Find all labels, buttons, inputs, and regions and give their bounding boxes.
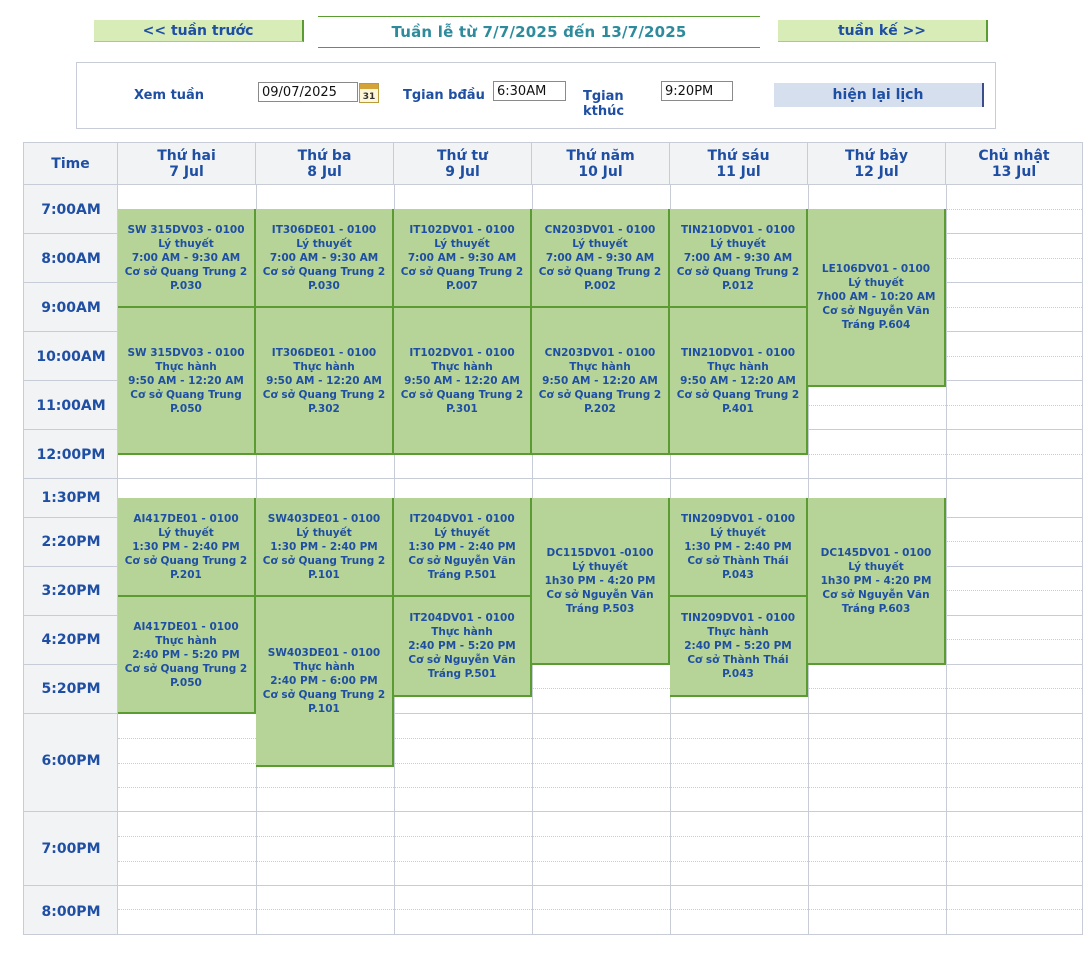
next-week-button[interactable]: tuần kế >>	[778, 20, 988, 42]
day-header-sat	[808, 143, 946, 185]
event-campus: Cơ sở Nguyễn Văn	[822, 588, 930, 601]
half-hour-line	[118, 909, 1082, 910]
time-label: 4:20PM	[41, 632, 101, 648]
event-room: P.050	[170, 402, 202, 415]
event-campus: Cơ sở Quang Trung 2	[262, 388, 386, 401]
event-room: P.043	[722, 568, 754, 581]
event-time: 1h30 PM - 4:20 PM	[820, 574, 932, 587]
event-campus: Cơ sở Quang Trung 2	[262, 265, 386, 278]
event-type: Lý thuyết	[434, 526, 490, 539]
event-mon-lecture-morning[interactable]	[118, 209, 256, 308]
event-type: Lý thuyết	[572, 560, 628, 573]
event-type: Lý thuyết	[434, 237, 490, 250]
half-hour-line	[118, 861, 1082, 862]
event-code: SW 315DV03 - 0100	[127, 346, 245, 359]
day-header-wed	[394, 143, 532, 185]
event-type: Lý thuyết	[848, 560, 904, 573]
event-time: 9:50 AM - 12:20 AM	[266, 374, 382, 387]
event-campus: Cơ sở Nguyễn Văn	[822, 305, 930, 317]
day-name: Thứ sáu	[707, 147, 770, 164]
time-label: 8:00PM	[41, 904, 101, 920]
event-campus: Cơ sở Nguyễn Văn	[546, 588, 654, 601]
prev-week-button[interactable]: << tuần trước	[94, 20, 304, 42]
time-label: 1:30PM	[41, 490, 101, 506]
event-type: Thực hành	[707, 626, 769, 638]
event-type: Thực hành	[155, 634, 217, 647]
day-name: Thứ năm	[566, 147, 635, 164]
event-code: DC115DV01 -0100	[546, 546, 654, 559]
time-label: 6:00PM	[41, 753, 101, 769]
day-header-tue	[256, 143, 394, 185]
event-code: TIN209DV01 - 0100	[680, 612, 796, 624]
start-time-input[interactable]	[493, 81, 566, 101]
time-label: 10:00AM	[36, 349, 106, 365]
event-type: Thực hành	[431, 360, 493, 373]
event-fri-practice-morning[interactable]	[670, 308, 808, 455]
schedule-grid	[23, 142, 1083, 935]
event-campus: Cơ sở Quang Trung 2	[124, 554, 248, 567]
event-time: 1h30 PM - 4:20 PM	[544, 574, 656, 587]
event-mon-practice-morning[interactable]	[118, 308, 256, 455]
event-type: Lý thuyết	[296, 526, 352, 539]
event-type: Lý thuyết	[572, 237, 628, 250]
column-divider	[946, 185, 947, 934]
end-time-label-line-2: kthúc	[583, 104, 625, 119]
event-campus: Cơ sở Quang Trung 2	[400, 388, 524, 401]
event-time: 7:00 AM - 9:30 AM	[269, 251, 379, 264]
event-room: P.007	[446, 279, 478, 292]
refresh-schedule-button[interactable]: hiện lại lịch	[774, 83, 984, 107]
event-time: 2:40 PM - 5:20 PM	[684, 640, 792, 652]
event-campus: Cơ sở Quang Trung 2	[262, 554, 386, 567]
event-time: 7:00 AM - 9:30 AM	[683, 251, 793, 264]
event-code: IT102DV01 - 0100	[409, 223, 515, 236]
day-date: 8 Jul	[307, 163, 342, 180]
row-divider	[24, 885, 1082, 886]
event-time: 1:30 PM - 2:40 PM	[132, 540, 240, 553]
event-code: SW 315DV03 - 0100	[127, 223, 245, 236]
event-code: LE106DV01 - 0100	[821, 263, 931, 275]
event-thu-lecture-morning[interactable]	[532, 209, 670, 308]
event-code: AI417DE01 - 0100	[133, 620, 239, 633]
half-hour-line	[118, 787, 1082, 788]
event-type: Lý thuyết	[710, 237, 766, 250]
event-code: AI417DE01 - 0100	[133, 512, 239, 525]
time-header: Time	[24, 143, 118, 185]
day-header-thu	[532, 143, 670, 185]
event-room: Tráng P.603	[841, 602, 911, 615]
day-date: 11 Jul	[716, 163, 761, 180]
view-week-input[interactable]	[258, 82, 358, 102]
day-date: 12 Jul	[854, 163, 899, 180]
event-time: 9:50 AM - 12:20 AM	[128, 374, 244, 387]
row-divider	[24, 811, 1082, 812]
day-name: Thứ bảy	[845, 147, 908, 164]
day-date: 13 Jul	[991, 163, 1037, 180]
event-fri-practice-afternoon[interactable]	[670, 597, 808, 697]
event-type: Lý thuyết	[848, 277, 904, 289]
time-label: 5:20PM	[41, 681, 101, 697]
event-type: Thực hành	[293, 360, 355, 373]
event-campus: Cơ sở Quang Trung 2	[262, 689, 386, 701]
day-name: Chủ nhật	[978, 147, 1050, 164]
event-room: Tráng P.604	[841, 319, 911, 331]
event-time: 2:40 PM - 6:00 PM	[270, 675, 378, 687]
half-hour-line	[118, 836, 1082, 837]
event-code: DC145DV01 - 0100	[820, 546, 932, 559]
event-room: P.050	[170, 676, 202, 689]
event-campus: Cơ sở Thành Thái	[687, 654, 789, 666]
event-campus: Cơ sở Quang Trung 2	[676, 265, 800, 278]
time-label: 12:00PM	[36, 447, 106, 463]
event-wed-lecture-afternoon[interactable]	[394, 498, 532, 597]
event-sat-lecture-afternoon[interactable]	[808, 498, 946, 665]
event-tue-lecture-morning[interactable]	[256, 209, 394, 308]
event-mon-lecture-afternoon[interactable]	[118, 498, 256, 597]
event-code: CN203DV01 - 0100	[544, 223, 656, 236]
event-type: Lý thuyết	[158, 526, 214, 539]
event-campus: Cơ sở Quang Trung 2	[538, 388, 662, 401]
event-mon-practice-afternoon[interactable]	[118, 597, 256, 714]
event-sat-lecture-morning[interactable]	[808, 209, 946, 387]
time-label: 7:00AM	[41, 202, 101, 218]
event-tue-practice-afternoon[interactable]	[256, 597, 394, 767]
event-room: P.201	[170, 568, 202, 581]
event-room: P.002	[584, 279, 616, 292]
event-type: Lý thuyết	[158, 237, 214, 250]
event-room: P.030	[308, 279, 340, 292]
event-room: Tráng P.501	[427, 668, 497, 680]
event-time: 7:00 AM - 9:30 AM	[545, 251, 655, 264]
event-type: Thực hành	[431, 626, 493, 638]
day-name: Thứ hai	[157, 147, 216, 164]
event-time: 9:50 AM - 12:20 AM	[542, 374, 658, 387]
event-wed-practice-afternoon[interactable]	[394, 597, 532, 697]
day-header-sun	[946, 143, 1082, 185]
event-time: 7h00 AM - 10:20 AM	[816, 291, 936, 303]
event-wed-lecture-morning[interactable]	[394, 209, 532, 308]
event-room: P.101	[308, 703, 340, 715]
day-header-mon	[118, 143, 256, 185]
event-fri-lecture-morning[interactable]	[670, 209, 808, 308]
event-room: P.202	[584, 402, 616, 415]
event-campus: Cơ sở Quang Trung 2	[538, 265, 662, 278]
event-thu-practice-morning[interactable]	[532, 308, 670, 455]
event-time: 7:00 AM - 9:30 AM	[131, 251, 241, 264]
day-date: 9 Jul	[445, 163, 480, 180]
event-type: Thực hành	[569, 360, 631, 373]
event-campus: Cơ sở Thành Thái	[687, 554, 789, 567]
event-room: P.101	[308, 568, 340, 581]
event-room: P.401	[722, 402, 754, 415]
event-time: 1:30 PM - 2:40 PM	[684, 540, 792, 553]
event-campus: Cơ sở Quang Trung	[130, 388, 242, 401]
day-date: 10 Jul	[578, 163, 623, 180]
day-name: Thứ ba	[297, 147, 352, 164]
event-code: SW403DE01 - 0100	[267, 647, 381, 659]
event-room: P.012	[722, 279, 754, 292]
end-time-input[interactable]	[661, 81, 733, 101]
event-time: 9:50 AM - 12:20 AM	[680, 374, 796, 387]
event-fri-lecture-afternoon[interactable]	[670, 498, 808, 597]
event-campus: Cơ sở Quang Trung 2	[400, 265, 524, 278]
event-code: TIN210DV01 - 0100	[680, 223, 796, 236]
event-tue-practice-morning[interactable]	[256, 308, 394, 455]
event-code: CN203DV01 - 0100	[544, 346, 656, 359]
event-room: Tráng P.503	[565, 602, 635, 615]
week-title: Tuần lễ từ 7/7/2025 đến 13/7/2025	[318, 16, 760, 48]
event-type: Lý thuyết	[710, 526, 766, 539]
event-code: IT204DV01 - 0100	[409, 512, 515, 525]
event-type: Thực hành	[293, 661, 355, 673]
event-code: SW403DE01 - 0100	[267, 512, 381, 525]
time-label: 9:00AM	[41, 300, 101, 316]
event-tue-lecture-afternoon[interactable]	[256, 498, 394, 597]
event-wed-practice-morning[interactable]	[394, 308, 532, 455]
end-time-label-line-1: Tgian	[583, 89, 624, 104]
start-time-label: Tgian bđầu	[403, 88, 485, 103]
day-name: Thứ tư	[436, 147, 489, 164]
view-week-label: Xem tuần	[134, 88, 205, 103]
event-room: P.043	[722, 668, 754, 680]
time-label: 7:00PM	[41, 841, 101, 857]
event-campus: Cơ sở Quang Trung 2	[124, 662, 248, 675]
event-code: TIN210DV01 - 0100	[680, 346, 796, 359]
time-label: 11:00AM	[36, 398, 106, 414]
event-campus: Cơ sở Nguyễn Văn	[408, 554, 516, 567]
event-time: 1:30 PM - 2:40 PM	[270, 540, 378, 553]
event-campus: Cơ sở Quang Trung 2	[124, 265, 248, 278]
event-code: TIN209DV01 - 0100	[680, 512, 796, 525]
event-campus: Cơ sở Nguyễn Văn	[408, 654, 516, 666]
event-time: 9:50 AM - 12:20 AM	[404, 374, 520, 387]
event-room: P.301	[446, 402, 478, 415]
event-campus: Cơ sở Quang Trung 2	[676, 388, 800, 401]
event-code: IT102DV01 - 0100	[409, 346, 515, 359]
day-header-fri	[670, 143, 808, 185]
event-time: 2:40 PM - 5:20 PM	[408, 640, 516, 652]
event-thu-lecture-afternoon[interactable]	[532, 498, 670, 665]
day-date: 7 Jul	[169, 163, 204, 180]
event-time: 1:30 PM - 2:40 PM	[408, 540, 516, 553]
time-label: 8:00AM	[41, 251, 101, 267]
event-room: P.302	[308, 402, 340, 415]
event-type: Thực hành	[155, 360, 217, 373]
row-divider	[24, 478, 1082, 479]
calendar-icon[interactable]: 31	[359, 83, 379, 103]
event-time: 2:40 PM - 5:20 PM	[132, 648, 240, 661]
time-label: 2:20PM	[41, 534, 101, 550]
event-code: IT306DE01 - 0100	[271, 346, 377, 359]
event-code: IT306DE01 - 0100	[271, 223, 377, 236]
filter-bar	[76, 62, 996, 129]
event-type: Lý thuyết	[296, 237, 352, 250]
event-room: Tráng P.501	[427, 568, 497, 581]
event-code: IT204DV01 - 0100	[409, 612, 515, 624]
time-label: 3:20PM	[41, 583, 101, 599]
event-room: P.030	[170, 279, 202, 292]
event-type: Thực hành	[707, 360, 769, 373]
event-time: 7:00 AM - 9:30 AM	[407, 251, 517, 264]
